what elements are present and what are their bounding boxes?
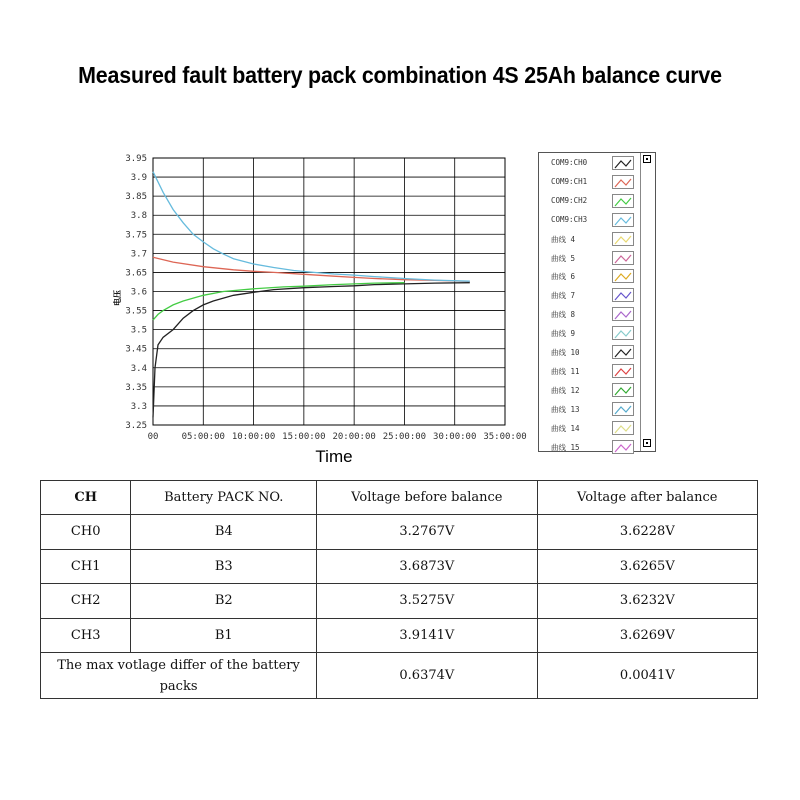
balance-table <box>40 480 758 699</box>
legend-item[interactable] <box>539 362 643 381</box>
legend-item-label: 曲线 8 <box>551 310 576 320</box>
legend-item[interactable] <box>539 154 643 173</box>
legend-item[interactable] <box>539 381 643 400</box>
x-tick-label: 25:00:00 <box>382 432 427 442</box>
legend-item-label: 曲线 14 <box>551 423 580 433</box>
table-row <box>41 584 758 619</box>
y-tick-label: 3.75 <box>125 230 147 241</box>
y-axis-label: 电压 <box>113 290 122 306</box>
legend-item-label: 曲线 6 <box>551 272 576 282</box>
y-tick-label: 3.5 <box>130 325 147 336</box>
legend-item-label: 曲线 11 <box>551 366 580 376</box>
cell-before: 3.6873V <box>317 549 537 584</box>
cell-ch: CH3 <box>41 618 131 653</box>
y-tick-label: 3.35 <box>125 382 147 393</box>
legend-swatch-icon <box>612 194 634 208</box>
table-header-row <box>41 481 758 515</box>
legend-item[interactable] <box>539 438 643 457</box>
legend-item[interactable] <box>539 249 643 268</box>
x-tick-label: 30:00:00 <box>433 432 477 442</box>
legend-scrollbar[interactable] <box>640 153 655 451</box>
header-pack: Battery PACK NO. <box>131 481 317 515</box>
legend-item-label: COM9:CH3 <box>551 214 588 224</box>
legend-swatch-icon <box>612 288 634 302</box>
scroll-up-icon[interactable] <box>643 155 651 163</box>
legend-item[interactable] <box>539 211 643 230</box>
legend-item[interactable] <box>539 419 643 438</box>
legend-item[interactable] <box>539 192 643 211</box>
legend-item[interactable] <box>539 324 643 343</box>
legend-item-label: 曲线 9 <box>551 329 576 339</box>
x-tick-label: 10:00:00 <box>231 432 276 442</box>
table-summary-row <box>41 653 758 699</box>
legend-swatch-icon <box>612 345 634 359</box>
cell-pack: B1 <box>131 618 317 653</box>
legend-swatch-icon <box>612 307 634 321</box>
table-row <box>41 515 758 550</box>
scroll-down-icon[interactable] <box>643 439 651 447</box>
y-tick-label: 3.7 <box>130 249 147 260</box>
legend-swatch-icon <box>612 421 634 435</box>
cell-ch: CH1 <box>41 549 131 584</box>
y-tick-label: 3.55 <box>125 306 147 317</box>
legend-swatch-icon <box>612 364 634 378</box>
table-row <box>41 549 758 584</box>
table-row <box>41 618 758 653</box>
legend-swatch-icon <box>612 269 634 283</box>
y-tick-label: 3.9 <box>130 173 147 184</box>
legend-item-label: 曲线 5 <box>551 253 576 263</box>
y-tick-label: 3.4 <box>130 363 147 374</box>
cell-ch: CH2 <box>41 584 131 619</box>
y-tick-label: 3.6 <box>130 287 147 298</box>
x-tick-label: 15:00:00 <box>282 432 326 442</box>
y-tick-label: 3.45 <box>125 344 147 355</box>
legend-item-label: 曲线 13 <box>551 404 580 414</box>
legend-item-label: COM9:CH0 <box>551 158 588 167</box>
x-tick-label: 35:00:00 <box>483 432 527 442</box>
x-tick-label: 00 <box>147 432 159 442</box>
legend-item[interactable] <box>539 400 643 419</box>
cell-pack: B3 <box>131 549 317 584</box>
y-tick-label: 3.3 <box>130 401 147 412</box>
legend-item[interactable] <box>539 343 643 362</box>
cell-before: 3.9141V <box>317 618 537 653</box>
y-tick-label: 3.8 <box>130 211 147 222</box>
legend-item-label: 曲线 12 <box>551 385 580 395</box>
y-tick-label: 3.95 <box>125 154 147 164</box>
legend-swatch-icon <box>612 251 634 265</box>
summary-label: The max votlage differ of the battery packs <box>41 653 317 699</box>
legend-item[interactable] <box>539 230 643 249</box>
legend-item-label: 曲线 7 <box>551 291 576 301</box>
chart-title: Measured fault battery pack combination 4S 25Ah balance curve <box>78 62 722 88</box>
cell-after: 3.6232V <box>537 584 757 619</box>
header-after: Voltage after balance <box>537 481 757 515</box>
legend-swatch-icon <box>612 440 634 454</box>
header-before: Voltage before balance <box>317 481 537 515</box>
legend-item-label: 曲线 15 <box>551 442 580 452</box>
cell-pack: B2 <box>131 584 317 619</box>
x-axis-label: Time <box>315 447 353 466</box>
cell-after: 3.6265V <box>537 549 757 584</box>
x-tick-label: 05:00:00 <box>181 432 225 442</box>
voltage-chart <box>0 0 536 480</box>
legend-swatch-icon <box>612 383 634 397</box>
y-tick-label: 3.25 <box>125 421 147 431</box>
legend-swatch-icon <box>612 175 634 189</box>
y-tick-label: 3.85 <box>125 192 147 203</box>
legend-item-label: 曲线 10 <box>551 348 580 357</box>
legend-item-label: COM9:CH1 <box>551 176 588 186</box>
legend-item[interactable] <box>539 305 643 324</box>
y-tick-label: 3.65 <box>125 268 147 279</box>
legend-item-label: COM9:CH2 <box>551 195 588 205</box>
legend-swatch-icon <box>612 402 634 416</box>
header-ch: CH <box>41 481 131 515</box>
legend-swatch-icon <box>612 232 634 246</box>
legend-item-label: 曲线 4 <box>551 234 576 244</box>
legend-swatch-icon <box>612 156 634 170</box>
cell-after: 3.6269V <box>537 618 757 653</box>
legend-item[interactable] <box>539 267 643 286</box>
summary-before: 0.6374V <box>317 653 537 699</box>
summary-after: 0.0041V <box>537 653 757 699</box>
cell-after: 3.6228V <box>537 515 757 550</box>
legend-item[interactable] <box>539 286 643 305</box>
x-tick-label: 20:00:00 <box>332 432 376 442</box>
legend-swatch-icon <box>612 326 634 340</box>
cell-before: 3.2767V <box>317 515 537 550</box>
legend-item[interactable] <box>539 173 643 192</box>
chart-legend <box>538 152 656 452</box>
cell-before: 3.5275V <box>317 584 537 619</box>
legend-swatch-icon <box>612 213 634 227</box>
cell-ch: CH0 <box>41 515 131 550</box>
cell-pack: B4 <box>131 515 317 550</box>
